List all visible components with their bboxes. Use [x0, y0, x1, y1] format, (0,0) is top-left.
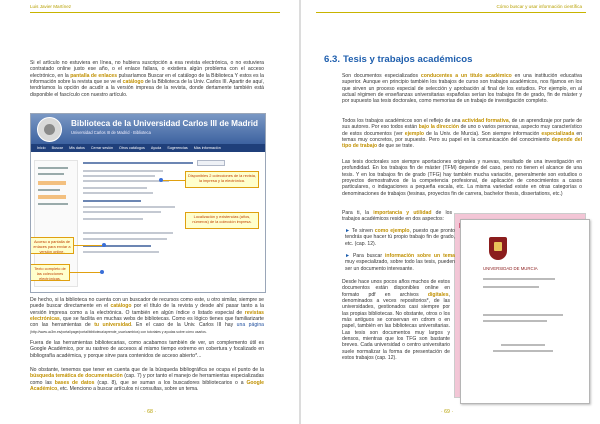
library-subtitle: Universidad Carlos III de Madrid · Biblioteca: [71, 130, 151, 135]
university-seal-icon: [489, 237, 507, 260]
record-line: [83, 187, 147, 189]
library-title: Biblioteca de la Universidad Carlos III de Madrid: [71, 119, 258, 128]
link-una-pagina[interactable]: una página: [236, 322, 264, 329]
callout-link-screen: Acceso a pantalla de enlaces para enviar a versión online.: [30, 237, 74, 254]
nav-item[interactable]: Mis datos: [69, 146, 85, 150]
cover-text: [483, 320, 547, 322]
record-button[interactable]: [197, 160, 225, 166]
triangle-bullet-icon: ►: [345, 253, 351, 259]
record-line: [83, 251, 159, 253]
link-digitales[interactable]: digitales: [427, 291, 449, 298]
section-title: Tesis y trabajos académicos: [343, 54, 473, 65]
link-catalogo-2[interactable]: catálogo: [110, 303, 132, 310]
library-header: [31, 114, 265, 144]
callout-connector: [161, 180, 185, 181]
link-especializada[interactable]: especializada: [541, 130, 575, 137]
right-running-head: Cómo buscar y usar información científica: [496, 4, 582, 9]
library-catalog-screenshot: [30, 113, 266, 293]
pin-icon: [102, 243, 106, 247]
nav-item[interactable]: Cerrar sesión: [90, 146, 114, 150]
cover-university: UNIVERSIDAD DE MURCIA: [483, 266, 538, 271]
link-google-academico[interactable]: Google Académico: [30, 379, 264, 393]
section-number: 6.3.: [324, 54, 341, 65]
record-line: [83, 180, 169, 182]
right-page: [301, 0, 600, 424]
link-pantalla-enlaces[interactable]: pantalla de enlaces: [70, 72, 118, 79]
record-line: [83, 218, 143, 220]
link-importancia[interactable]: importancia y utilidad: [373, 210, 432, 216]
nav-item[interactable]: Sugerencias: [167, 146, 188, 150]
section-heading: [324, 54, 472, 65]
left-paragraph-4: No obstante, tenemos que tener en cuenta que de la búsqueda bibliográfica se ocupa el punto de la búsqueda temática de documentación (cap. 7) y por tanto el manejo de herramientas especializadas como las bases de datos (cap. 8), que se suman a los buscadores bibliotecarios o a Google Académico, etc. Menciono a buscar artículos ni consultas, sobre un tema.: [30, 367, 264, 393]
link-actividad-formativa[interactable]: actividad formativa: [462, 118, 509, 124]
pin-icon: [159, 178, 163, 182]
cover-text: [493, 350, 553, 352]
link-bases-de-datos[interactable]: bases de datos: [54, 379, 95, 386]
link-catalogo[interactable]: catálogo: [122, 79, 144, 86]
left-running-head: Luis Javier Martínez: [30, 4, 72, 9]
library-nav: [31, 144, 265, 152]
record-line: [83, 206, 175, 208]
link-tu-universidad[interactable]: tu universidad: [94, 322, 132, 329]
bullet-2: ► Para buscar información sobre un tema muy especializado, sobre todo las tesis, pueden ser un documento interesante.: [345, 253, 455, 272]
record-line: [83, 238, 167, 240]
record-line: [83, 211, 161, 213]
record-line: [83, 175, 155, 177]
right-folio: · 69 ·: [441, 409, 454, 415]
sidebar-text: [38, 173, 64, 175]
callout-full-text: Texto completo de las colecciones electrónicas.: [30, 264, 70, 281]
callout-holdings: Localización y existencias (años, números) de la colección impresa.: [185, 212, 259, 229]
pin-icon: [100, 270, 104, 274]
tesis-cover: [460, 219, 590, 404]
link-bajo-direccion[interactable]: bajo la dirección: [418, 124, 460, 131]
sidebar-link[interactable]: [38, 195, 66, 199]
university-seal-icon: [37, 117, 62, 142]
cover-text: [483, 314, 563, 316]
nav-item[interactable]: Inicio: [37, 146, 46, 150]
sidebar-text: [38, 167, 68, 169]
cover-text: [483, 278, 555, 280]
sidebar-text: [38, 189, 60, 191]
record-title: [83, 162, 193, 164]
link-titulo-academico[interactable]: conducentes a un título académico: [420, 73, 512, 79]
bullet-1: ► Te sirven como ejemplo, puesto que pronto tendrás que hacer tú propio trabajo fin de grado, etc. (cap. 12).: [345, 228, 455, 247]
link-como-ejemplo[interactable]: como ejemplo: [374, 228, 410, 234]
nav-item[interactable]: Más información: [193, 146, 221, 150]
left-paragraph-1: Si el artículo no estuviera en línea, no hubiera suscripción a esa revista electrónica, o no estuviera contratado online justo ese año, o el enlace fallara, o existiera algún problema con el acceso electrónico, en la pantalla de enlaces pulsaríamos Buscar en el catálogo de la Biblioteca Y estos es la información sobre la revista que se ve el catálogo de la Biblioteca de la Univ. Carlos III. Apartir de aquí, tendríamos la opción de acudir a la versión impresa de la revista, donde dertamente también está disponible el fascículo con nuestro artículo.: [30, 60, 264, 98]
callout-connector: [70, 272, 102, 273]
triangle-bullet-icon: ►: [345, 228, 351, 234]
link-tipo-trabajo[interactable]: depende del tipo de trabajo: [342, 137, 582, 150]
left-paragraph-3: Fuera de las herramientas bibliotecarias, como acabamos también de ver, un complemento útil es Google Académico, por su rastreo de accesos al mismo tiempo extremo en cobertura y focalizado en bibliografía académica, y porque sirve para contenidos de acceso abierto*...: [30, 340, 264, 359]
sidebar-link[interactable]: [38, 181, 66, 185]
record-link[interactable]: [83, 200, 141, 202]
link-ejemplo[interactable]: ejemplo: [404, 130, 425, 137]
nav-item[interactable]: Otros catálogos: [119, 146, 145, 150]
left-page: [0, 0, 299, 424]
right-paragraph-1: Son documentos especializados conducentes a un título académico en una institución educativa superior. Aunque en principio también los trabajos de curso son trabajos académicos, nos fijamos en los que sirven un proceso especial de selección y aprobación al final de los estudios. Por ejemplo, en al actual régimen de enseñanzas universitarias españolas serían los trabajos fin de grado, fin de máster y por supuesto las tesis doctorales, como memorias de un trabajo de investigación completo.: [342, 73, 582, 105]
link-informacion-tema[interactable]: información sobre un tema: [384, 253, 455, 259]
link-revistas-electronicas[interactable]: revistas electrónicas: [30, 309, 264, 323]
header-rule: [316, 12, 586, 13]
sidebar-text: [38, 203, 68, 205]
nav-item[interactable]: Ayuda: [150, 146, 162, 150]
left-folio: · 68 ·: [144, 409, 157, 415]
record-line: [83, 232, 173, 234]
header-rule: [30, 12, 280, 13]
right-paragraph-3: Las tesis doctorales son siempre aportaciones originales y nuevas, resultado de una investigación en profundidad. En los trabajos fin de máster (TFM) depende del caso, pero no tienen el alcance de una tesis. Y en los trabajos fin de grado (TFG) hay también mucha variación, generalmente son estudios o proyectos demostrativos de la competencia profesional, de aplicación de conocimientos a casos particulares, o indagaciones a pequeña escala, etc. La misma variedad existe en otras categorías o denominaciones de trabajos (tesinas, proyectos fin de carrera, bachelor thesis, dissertations, etc.): [342, 159, 582, 197]
right-paragraph-5: Desde hace unos pocos años muchos de estos documentos están disponibles online en formato pdf en archivos digitales, denominados a veces repositorios*, de las universidades, gestionados casi siempre por las propias bibliotecas. No obstante, otros o los más antiguos se conservan en cdrom o en papel, también en las bibliotecas universitarias. Las tesis son documentos muy largos y densos, mientras que los TFG son bastante breves. Cada universidad o centro universitario suele normalizar la forma de presentación de estos trabajos (cap. 12).: [342, 279, 450, 362]
record-line: [83, 192, 153, 194]
right-paragraph-4: Para ti, la importancia y utilidad de los trabajos académicos reside en dos aspectos:: [342, 210, 452, 223]
nav-item[interactable]: Buscar: [51, 146, 64, 150]
left-paragraph-2: De hecho, si la biblioteca no cuenta con un buscador de recursos como este, u otro similar, siempre se puede buscar directamente en el catálogo por el título de la revista y desde ahí pasar tanto a la versión impresa como a la electrónica. O también en algún índice o listado especial de revistas electrónicas, que se facilita en muchas webs de bibliotecas. Como es lógico tienes que familiarizarte con las herramientas de tu universidad. En el caso de la Univ. Carlos III hay una página (http://www.uc3m.es/portal/page/portal/biblioteca/aprende_usar/cambios) con tutoriales y ayudas sobre cómo usarlos.: [30, 297, 264, 334]
cover-text: [501, 344, 545, 346]
callout-connector: [74, 245, 104, 246]
callout-collections: Disponibles 2 colecciones de la revista, la impresa y la electrónica.: [185, 171, 259, 188]
right-paragraph-2: Todos los trabajos académicos son el reflejo de una actividad formativa, de un aprendizaje por parte de sus autores. Por eso todos están bajo la dirección de uno o varios personas, aspecto muy característico de estos documentos (ver ejemplo de la Univ. de Murcia). Son siempre información especializada en temas muy concretos, por supuesto. Pero su papel en la comunicación del conocimiento depende del tipo de trabajo de que se trate.: [342, 118, 583, 150]
record-line: [83, 170, 163, 172]
cover-text: [483, 286, 539, 288]
link-busqueda-tematica[interactable]: búsqueda temática de documentación: [30, 373, 123, 380]
